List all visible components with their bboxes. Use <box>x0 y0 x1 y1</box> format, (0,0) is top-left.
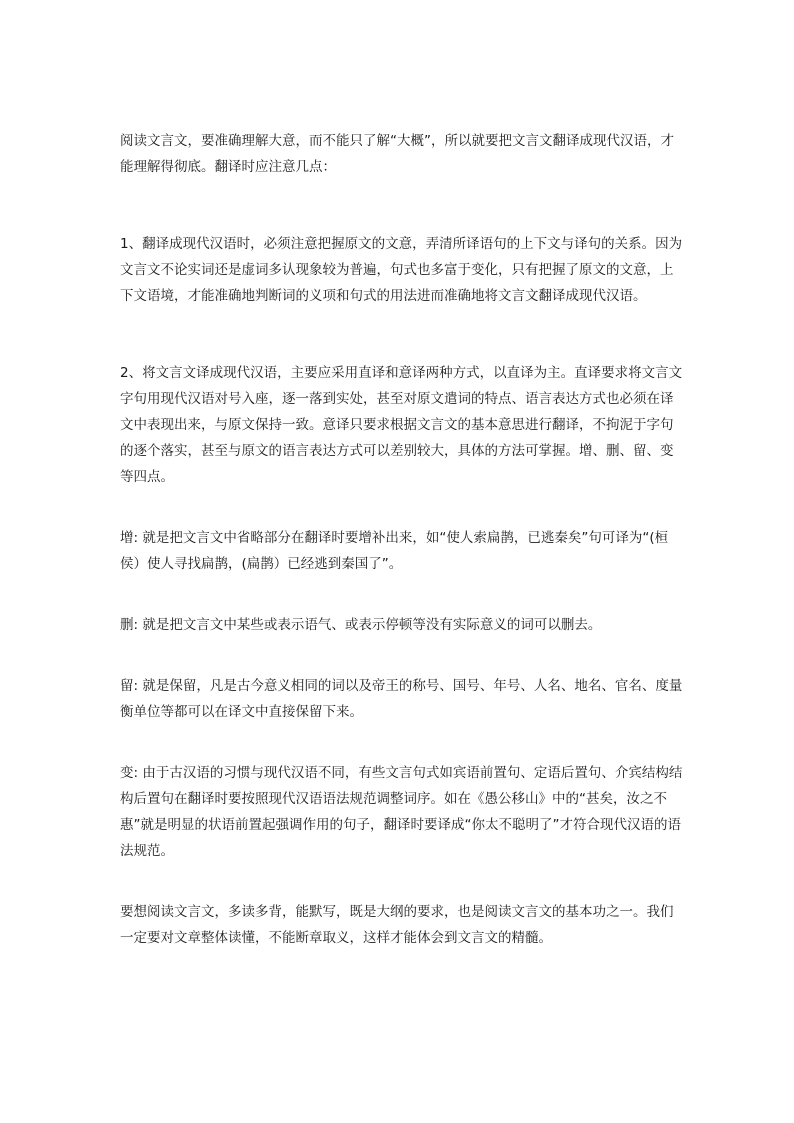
paragraph-spacer <box>120 180 685 231</box>
keep-method-paragraph: 留: 就是保留，凡是古今意义相同的词以及帝王的称号、国号、年号、人名、地名、官名、度量衡单位等都可以在译文中直接保留下来。 <box>120 678 683 720</box>
paragraph-spacer <box>120 309 685 360</box>
conclusion-paragraph: 要想阅读文言文，多读多背，能默写，既是大纲的要求，也是阅读文言文的基本功之一。我们一定要对文章整体读懂，不能断章取义，这样才能体会到文言文的精髓。 <box>120 904 674 946</box>
change-method-paragraph: 变: 由于古汉语的习惯与现代汉语不同，有些文言句式如宾语前置句、定语后置句、介宾结构结构后置句在翻译时要按照现代汉语语法规范调整词序。如在《愚公移山》中的“甚矣，汝之不惠”就是明显的状语前置起强调作用的句子，翻译时要译成“你太不聪明了”才符合现代汉语的语法规范。 <box>120 765 683 859</box>
document-body <box>120 128 685 951</box>
point-one-paragraph: 1、翻译成现代汉语时，必须注意把握原文的文意，弄清所译语句的上下文与译句的关系。因为文言文不论实词还是虚词多认现象较为普遍，句式也多富于变化，只有把握了原文的文意，上下文语境，才能准确地判断词的义项和句式的用法进而准确地将文言文翻译成现代汉语。 <box>120 236 683 304</box>
paragraph-spacer <box>120 577 685 612</box>
intro-paragraph: 阅读文言文，要准确理解大意，而不能只了解“大概”，所以就要把文言文翻译成现代汉语，才能理解得彻底。翻译时应注意几点： <box>120 133 674 175</box>
add-method-paragraph: 增: 就是把文言文中省略部分在翻译时要增补出来，如“使人索扁鹊，已逃秦矣”句可译为“(桓侯）使人寻找扁鹊，(扁鹊）已经逃到秦国了”。 <box>120 530 669 572</box>
delete-method-paragraph: 删: 就是把文言文中某些或表示语气、或表示停顿等没有实际意义的词可以删去。 <box>120 617 602 633</box>
point-two-paragraph: 2、将文言文译成现代汉语，主要应采用直译和意译两种方式，以直译为主。直译要求将文言文字句用现代汉语对号入座，逐一落到实处，甚至对原文遣词的特点、语言表达方式也必须在译文中表现出来，与原文保持一致。意译只要求根据文言文的基本意思进行翻译，不拘泥于字句的逐个落实，甚至与原文的语言表达方式可以差别较大，具体的方法可掌握。增、删、留、变等四点。 <box>120 365 683 485</box>
paragraph-spacer <box>120 864 685 899</box>
paragraph-spacer <box>120 638 685 673</box>
paragraph-spacer <box>120 725 685 760</box>
paragraph-spacer <box>120 490 685 525</box>
